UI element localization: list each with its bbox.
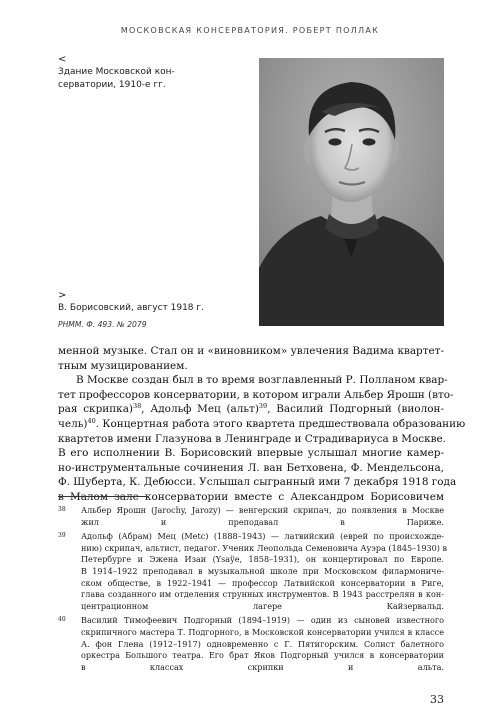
caption-building-line: Здание Московской кон- bbox=[58, 67, 175, 77]
text-line: тным музицированием. bbox=[58, 359, 188, 372]
text-line: тет профессоров консерватории, в котором играли Альбер Ярошн (вто- bbox=[58, 388, 454, 401]
text-line: менной музыке. Стал он и «виновником» увлечения Вадима квартет- bbox=[58, 345, 444, 357]
text-line: квартетов имени Глазунова в Ленинграде и Страдивариуса в Москве. bbox=[58, 432, 446, 445]
text-line: В Москве создан был в то время возглавленный Р. Полланом квар- bbox=[76, 374, 448, 387]
footnote-line: центрационном лагере Кайзервальд. bbox=[81, 600, 444, 611]
caption-building-line: серватории, 1910-е гг. bbox=[58, 80, 166, 90]
caption-portrait bbox=[58, 291, 243, 331]
main-text bbox=[58, 344, 466, 505]
footnote-39 bbox=[58, 531, 448, 612]
footnote-line: скрипичного мастера Т. Подгорного, в Московской консерватории учился в классе bbox=[81, 626, 444, 637]
footnote-line: Василий Тимофеевич Подгорный (1894–1919) — один из сыновей известного bbox=[81, 615, 444, 626]
text-fragment: . Концертная работа этого квартета предшествовала образованию bbox=[95, 417, 466, 430]
footnote-40 bbox=[58, 615, 444, 673]
text-fragment: рая скрипка) bbox=[58, 403, 133, 416]
footnote-line: нию) скрипач, альтист, педагог. Ученик Леопольда Семеновича Ауэра (1845–1930) в bbox=[81, 542, 448, 553]
text-line: В его исполнении В. Борисовский впервые услышал многие камер- bbox=[58, 447, 444, 460]
caption-portrait-source: РНММ. Ф. 493. № 2079 bbox=[58, 320, 147, 329]
footnote-line: глава созданного им отделения струнных инструментов. В 1943 расстрелян в кон- bbox=[81, 589, 444, 600]
portrait-photo bbox=[259, 58, 444, 326]
caption-building bbox=[58, 55, 243, 92]
footnote-line: Адольф (Абрам) Мец (Metc) (1888–1943) — латвийский (еврей по происхожде- bbox=[81, 531, 444, 542]
text-line: Ф. Шуберта, К. Дебюсси. Услышал сыгранный ими 7 декабря 1918 года bbox=[58, 476, 457, 489]
page-number: 33 bbox=[430, 693, 444, 706]
caption-arrow-left: < bbox=[58, 54, 67, 65]
footnotes bbox=[58, 505, 448, 676]
footnote-number: 39 bbox=[58, 532, 66, 540]
footnote-line: жил и преподавал в Париже. bbox=[81, 516, 444, 527]
footnote-rule bbox=[58, 496, 148, 497]
footnote-line: Альбер Ярошн (Jarochy, Jarozy) — венгерский скрипач, до появления в Москве bbox=[81, 505, 444, 515]
caption-portrait-text: В. Борисовский, август 1918 г. bbox=[58, 303, 204, 313]
footnote-ref[interactable]: 38 bbox=[133, 402, 142, 411]
footnote-number: 38 bbox=[58, 506, 66, 513]
footnote-line: ском обществе, в 1922–1941 — профессор Латвийской консерватории в Риге, bbox=[81, 577, 444, 588]
footnote-ref[interactable]: 39 bbox=[258, 402, 268, 411]
text-fragment: , Адольф Мец (альт) bbox=[141, 403, 259, 416]
running-head: МОСКОВСКАЯ КОНСЕРВАТОРИЯ. РОБЕРТ ПОЛЛАК bbox=[120, 26, 380, 35]
text-line: но-инструментальные сочинения Л. ван Бетховена, Ф. Мендельсона, bbox=[58, 461, 444, 474]
footnote-line: оркестра Большого театра. Его брат Яков Подгорный учился в консерватории bbox=[81, 650, 444, 661]
text-fragment: чель) bbox=[58, 417, 88, 430]
footnote-line: в классах скрипки и альта. bbox=[81, 661, 444, 672]
footnote-ref[interactable]: 40 bbox=[87, 416, 96, 425]
footnote-line: А. фон Глена (1912–1917) одновременно с Г. Пятигорским. Солист балетного bbox=[81, 638, 444, 649]
text-line bbox=[58, 416, 466, 432]
text-fragment: , Василий Подгорный (виолон- bbox=[267, 403, 444, 416]
caption-arrow-right: > bbox=[58, 290, 67, 301]
text-line bbox=[58, 402, 444, 417]
footnote-line: Петербурге и Эжена Изаи (Ysaÿe, 1858–1931), он концертировал по Европе. bbox=[81, 554, 444, 565]
footnote-number: 40 bbox=[58, 616, 66, 624]
footnote-38 bbox=[58, 505, 444, 528]
portrait-image bbox=[259, 58, 444, 326]
footnote-line: В 1914–1922 преподавал в музыкальной школе при Московском филармониче- bbox=[81, 565, 444, 576]
text-line: в Малом зале консерватории вместе с Александром Борисовичем bbox=[58, 490, 444, 503]
